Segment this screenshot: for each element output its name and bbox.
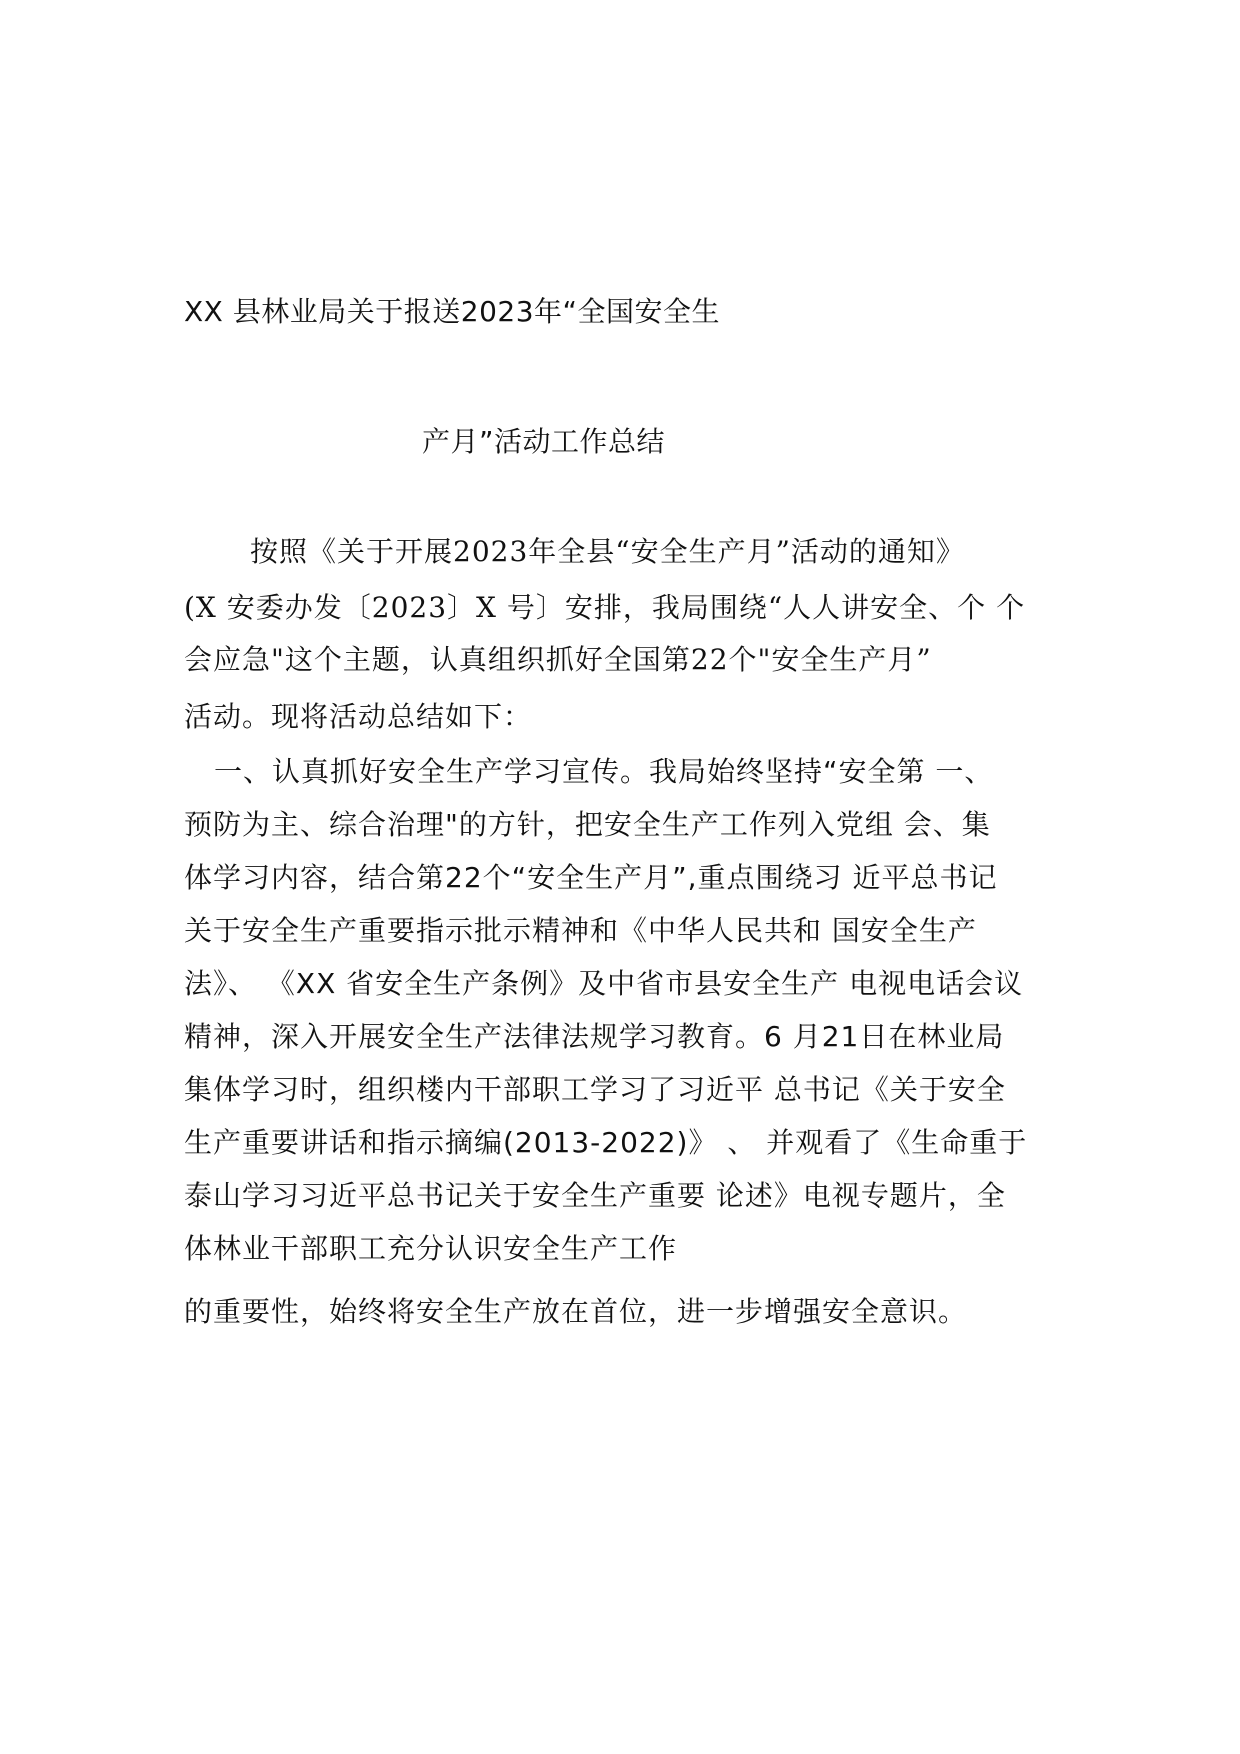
section-1-line-8: 生产重要讲话和指示摘编(2013-2022)》 、 并观看了《生命重于 xyxy=(184,1126,1028,1159)
document-title-line-2: 产月”活动工作总结 xyxy=(422,425,666,458)
section-1-line-4: 关于安全生产重要指示批示精神和《中华人民共和 国安全生产 xyxy=(184,914,977,947)
document-title-line-1: XX 县林业局关于报送2023年“全国安全生 xyxy=(184,295,721,328)
section-1-line-9: 泰山学习习近平总书记关于安全生产重要 论述》电视专题片，全 xyxy=(184,1179,1006,1212)
section-1-line-10: 体林业干部职工充分认识安全生产工作 xyxy=(184,1232,678,1265)
intro-line-1: 按照《关于开展2023年全县“安全生产月”活动的通知》 xyxy=(250,535,965,568)
section-1-line-5: 法》、 《XX 省安全生产条例》及中省市县安全生产 电视电话会议 xyxy=(184,967,1024,1000)
section-1-line-3: 体学习内容，结合第22个“安全生产月”,重点围绕习 近平总书记 xyxy=(184,861,998,894)
intro-line-2: (X 安委办发〔2023〕X 号〕安排，我局围绕“人人讲安全、个 个 xyxy=(184,591,1026,624)
section-1-line-11: 的重要性，始终将安全生产放在首位，进一步增强安全意识。 xyxy=(184,1295,968,1328)
intro-line-3: 会应急"这个主题，认真组织抓好全国第22个"安全生产月” xyxy=(184,643,932,676)
section-1-line-2: 预防为主、综合治理"的方针，把安全生产工作列入党组 会、集 xyxy=(184,808,991,841)
section-1-line-1: 一、认真抓好安全生产学习宣传。我局始终坚持“安全第 一、 xyxy=(214,755,994,788)
section-1-line-7: 集体学习时，组织楼内干部职工学习了习近平 总书记《关于安全 xyxy=(184,1073,1006,1106)
intro-line-4: 活动。现将活动总结如下： xyxy=(184,700,533,733)
section-1-line-6: 精神，深入开展安全生产法律法规学习教育。6 月21日在林业局 xyxy=(184,1020,1005,1053)
